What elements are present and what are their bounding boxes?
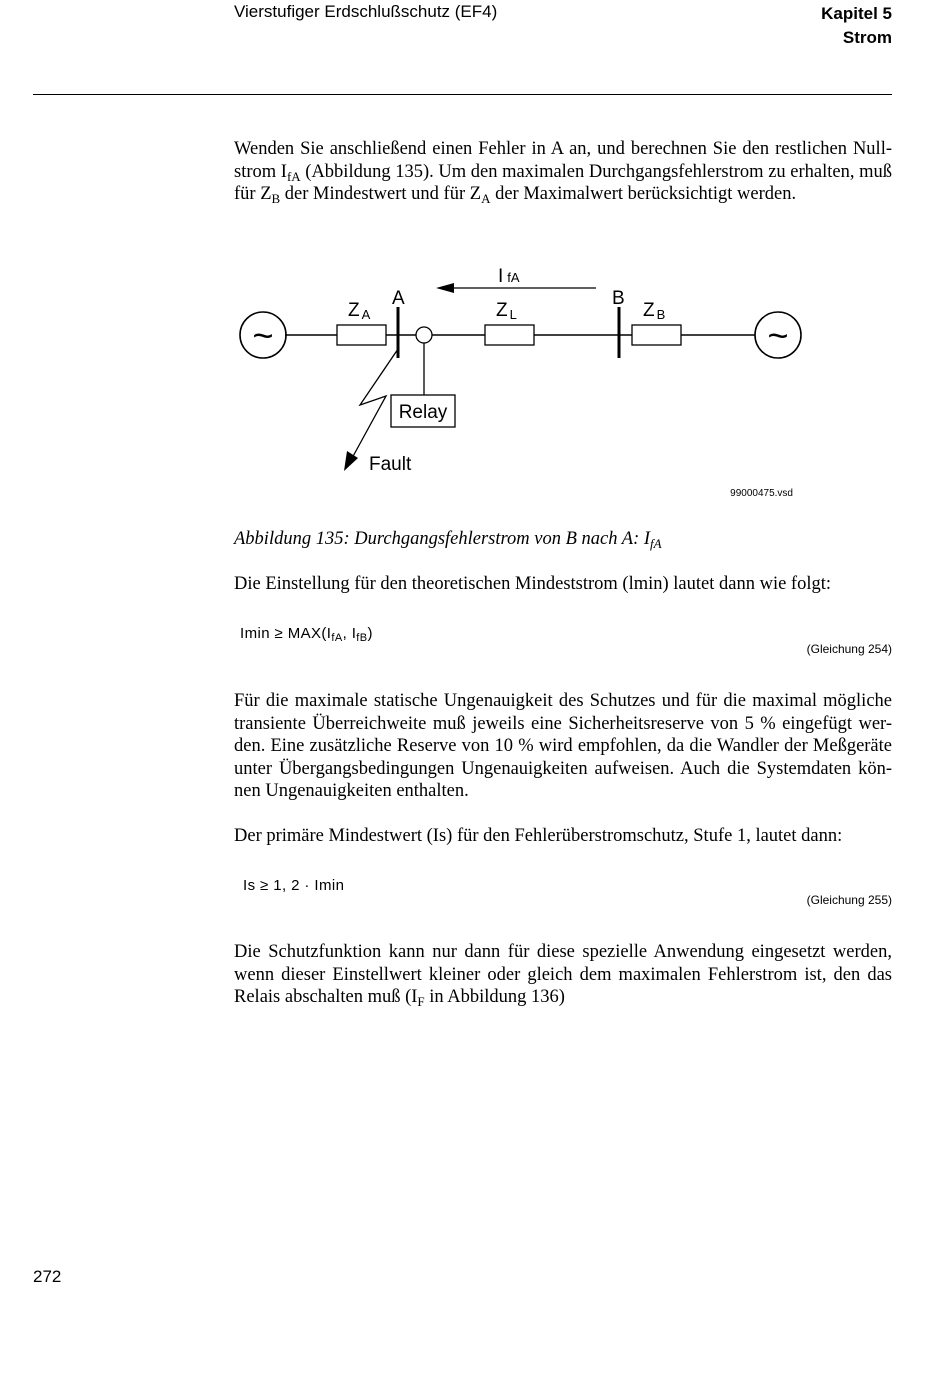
- caption-subscript: fA: [650, 536, 662, 551]
- fault-label: Fault: [369, 454, 412, 475]
- arrow-left-icon: [436, 283, 454, 293]
- equation-255-number: (Gleichung 255): [806, 893, 892, 907]
- equation-255: Is ≥ 1, 2 · Imin: [243, 877, 345, 894]
- paragraph-primary-minimum: Der primäre Mindestwert (Is) für den Fehlerüberstromschutz, Stufe 1, lautet dann:: [234, 826, 843, 846]
- impedance-za: [337, 325, 386, 345]
- label-za: Z A: [348, 300, 371, 322]
- label-zb: Z B: [643, 300, 666, 322]
- circuit-diagram: [234, 255, 814, 505]
- label-zl: Z L: [496, 300, 517, 322]
- page-number: 272: [33, 1267, 62, 1286]
- subscript: B: [271, 191, 281, 206]
- chapter-subtitle: Strom: [842, 28, 892, 47]
- label-bus-b: B: [612, 288, 625, 309]
- eq-subscript: fB: [356, 632, 368, 644]
- subscript: fA: [286, 168, 301, 184]
- equation-254-number: (Gleichung 254): [806, 642, 892, 656]
- impedance-zb: [632, 325, 681, 345]
- source-right-symbol: ~: [767, 315, 789, 356]
- paragraph-intro: [234, 138, 892, 206]
- eq-text: ): [367, 625, 373, 642]
- paragraph-safety-margin: Für die maximale statische Ungenauigkeit des Schutzes und für die maximal mögliche transiente Überreichweite muß jeweils eine Sicherheitsreserve von 5 % eingefügt wer-den. Eine zusätzliche Reserve von 10 % wird empfohlen, da die Wandler der Meßgeräte unter Übergangsbedingungen Ungenauigkeiten aufweisen. Auch die Systemdaten kön-nen Ungenauigkeiten enthalten.: [234, 691, 892, 801]
- impedance-zl: [485, 325, 534, 345]
- figure-caption: [234, 529, 662, 550]
- figure-file-name: 99000475.vsd: [730, 488, 793, 499]
- source-left-symbol: ~: [252, 315, 274, 356]
- eq-text: Imin ≥ MAX(I: [240, 625, 332, 642]
- section-title: Vierstufiger Erdschlußschutz (EF4): [234, 2, 498, 21]
- eq-text: , I: [342, 625, 357, 642]
- label-bus-a: A: [392, 288, 405, 309]
- header-rule: [33, 94, 892, 95]
- subscript: F: [417, 994, 425, 1009]
- label-current: I fA: [498, 266, 520, 287]
- fault-arrowhead-icon: [344, 451, 358, 471]
- equation-254: [240, 625, 373, 642]
- chapter-label: Kapitel 5: [821, 4, 892, 23]
- text-run: in Abbildung 136): [424, 987, 565, 1007]
- caption-text: Abbildung 135: Durchgangsfehlerstrom von B nach A: I: [234, 529, 651, 549]
- subscript: A: [481, 191, 491, 206]
- relay-label: Relay: [398, 402, 448, 423]
- eq-subscript: fA: [331, 632, 343, 644]
- text-run: (Abbildung 135). Um den maximalen Durchgangsfehlerstrom zu erhalten, muß für Z: [234, 161, 892, 204]
- paragraph-application: [234, 941, 892, 1009]
- text-run: der Maximalwert berücksichtigt werden.: [490, 184, 797, 204]
- current-transformer-icon: [416, 327, 432, 343]
- text-run: Die Schutzfunktion kann nur dann für diese spezielle Anwendung eingesetzt werden, wenn dieser Einstellwert kleiner oder gleich dem maximalen Fehlerstrom ist, den das Relais abschalten muß (I: [234, 942, 892, 1007]
- text-run: Wenden Sie anschließend einen Fehler in A an, und berechnen Sie den restlichen Null-strom I: [234, 139, 892, 182]
- paragraph-minimum-current: Die Einstellung für den theoretischen Mindeststrom (lmin) lautet dann wie folgt:: [234, 574, 832, 594]
- text-run: der Mindestwert und für Z: [280, 184, 482, 204]
- chapter-heading: [821, 2, 892, 50]
